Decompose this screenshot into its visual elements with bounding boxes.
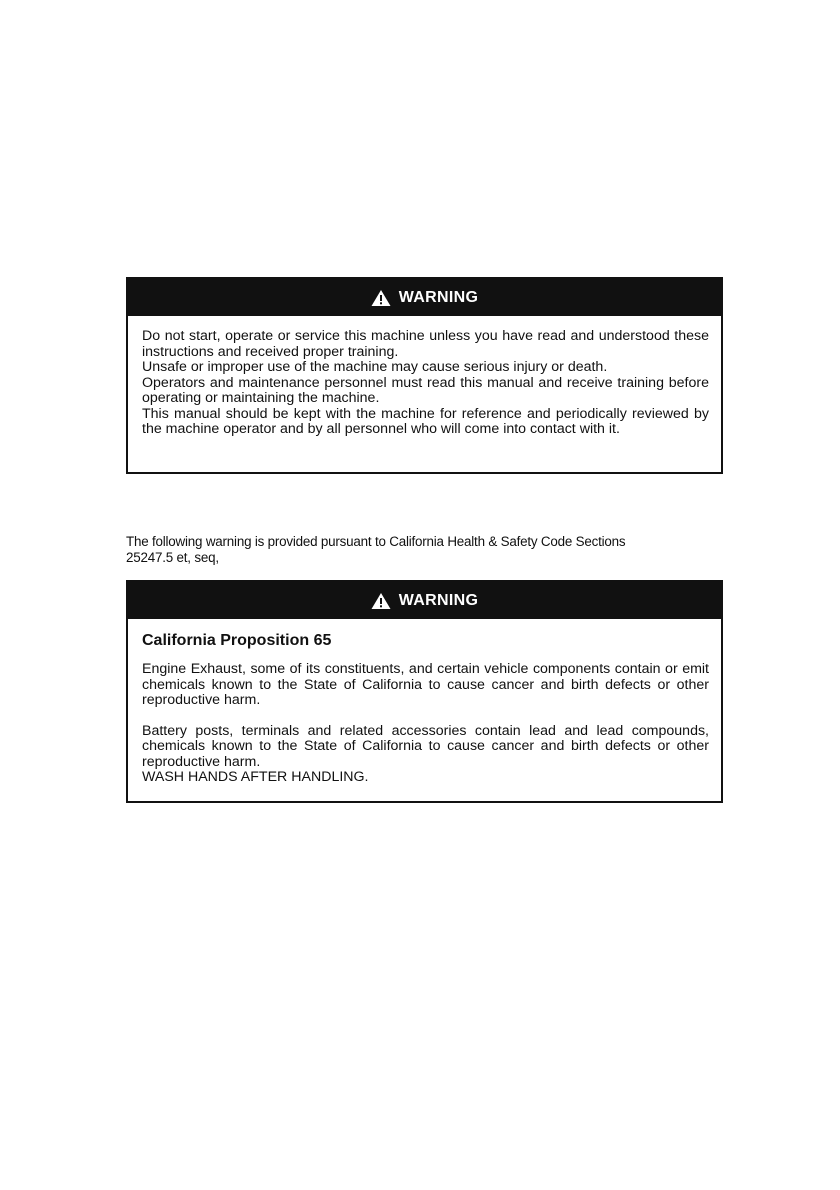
prop65-title: California Proposition 65 bbox=[142, 632, 332, 649]
warning-paragraph: This manual should be kept with the machine for reference and periodically reviewed by the machine operator and by all personnel who will come into contact with it. bbox=[142, 405, 709, 437]
warning-body bbox=[128, 316, 721, 438]
warning-body bbox=[128, 619, 721, 786]
warning-triangle-icon bbox=[371, 289, 391, 307]
warning-header bbox=[128, 582, 721, 619]
warning-triangle-icon bbox=[371, 592, 391, 610]
warning-paragraph: Engine Exhaust, some of its constituents, and certain vehicle components contain or emit chemicals known to the State of California to cause cancer and birth defects or other reproductive harm. bbox=[142, 661, 709, 708]
warning-header-label: WARNING bbox=[398, 591, 479, 609]
legal-intro-line: 25247.5 et, seq, bbox=[126, 550, 219, 565]
warning-paragraph: Unsafe or improper use of the machine may cause serious injury or death. bbox=[142, 359, 608, 375]
warning-paragraph: Operators and maintenance personnel must read this manual and receive training before operating or maintaining the machine. bbox=[142, 374, 709, 406]
wash-hands-notice: WASH HANDS AFTER HANDLING. bbox=[142, 769, 369, 785]
legal-intro-text bbox=[126, 534, 726, 566]
legal-intro-line: The following warning is provided pursuant to California Health & Safety Code Sections bbox=[126, 534, 626, 549]
warning-paragraph: Do not start, operate or service this machine unless you have read and understood these instructions and received proper training. bbox=[142, 328, 709, 360]
warning-box-general bbox=[126, 277, 723, 474]
warning-paragraph: Battery posts, terminals and related accessories contain lead and lead compounds, chemicals known to the State of California to cause cancer and birth defects or other reproductive harm. bbox=[142, 722, 709, 770]
warning-header-label: WARNING bbox=[398, 288, 479, 306]
warning-header bbox=[128, 279, 721, 316]
warning-box-prop65 bbox=[126, 580, 723, 803]
